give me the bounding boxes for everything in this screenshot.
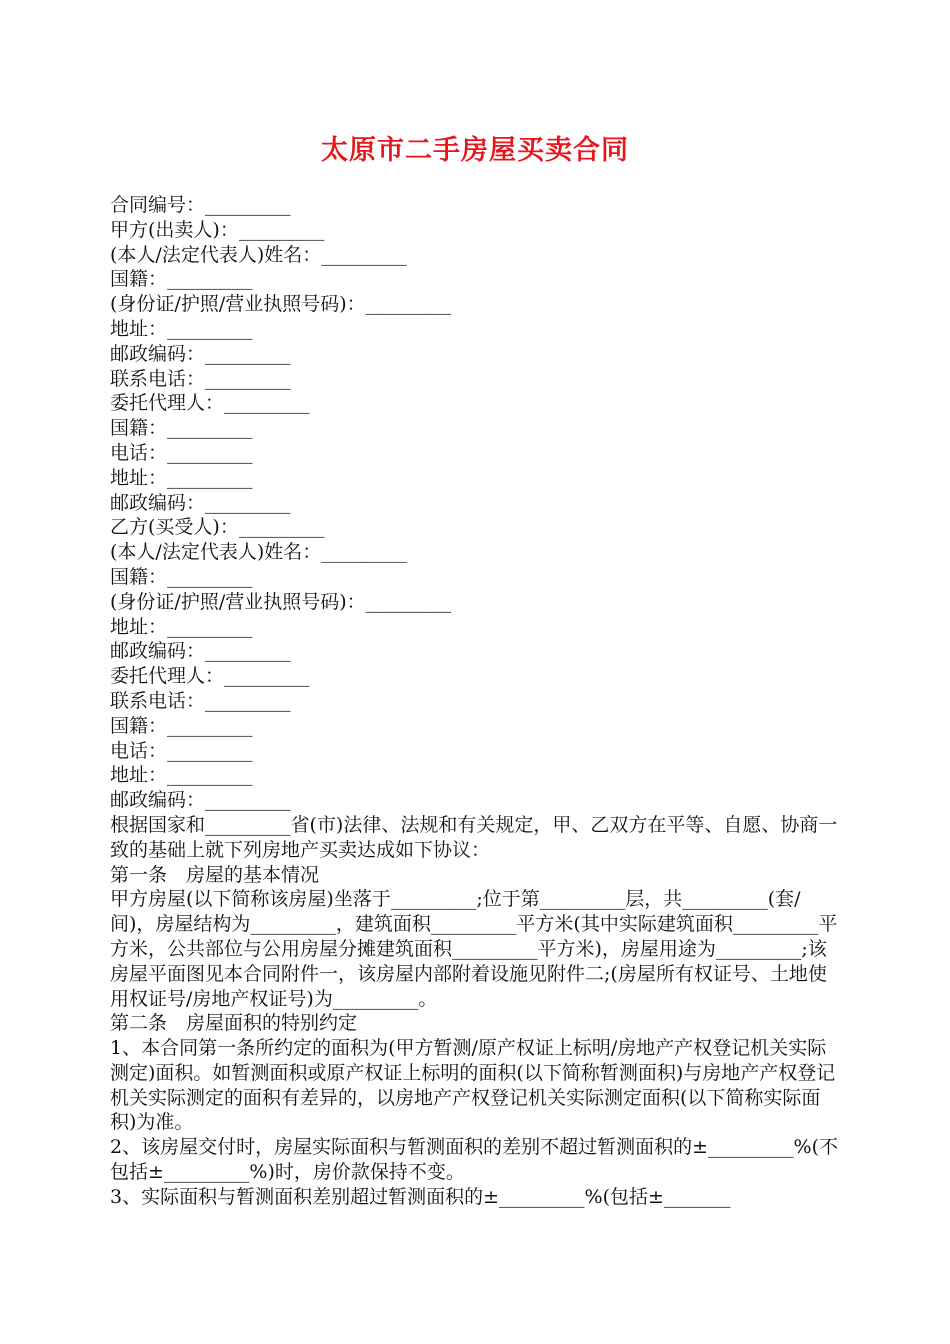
party-b-field: 乙方(买受人)：_________: [110, 516, 325, 539]
party-a-agent-address-field: 地址：_________: [110, 466, 253, 489]
party-b-postcode-field: 邮政编码：_________: [110, 640, 291, 663]
party-a-field: 甲方(出卖人)：_________: [110, 218, 325, 241]
party-b-id-field: (身份证/护照/营业执照号码)：_________: [110, 590, 452, 613]
party-a-nationality-field: 国籍：_________: [110, 268, 253, 291]
intro-paragraph: 根据国家和_________省(市)法律、法规和有关规定，甲、乙双方在平等、自愿、协商一致的基础上就下列房地产买卖达成如下协议：: [110, 813, 838, 861]
party-a-name-field: (本人/法定代表人)姓名：_________: [110, 243, 407, 266]
party-a-phone-field: 联系电话：_________: [110, 367, 291, 390]
document-body: [110, 193, 840, 1210]
party-a-agent-field: 委托代理人：_________: [110, 392, 310, 415]
party-a-postcode-field: 邮政编码：_________: [110, 342, 291, 365]
party-b-phone-field: 联系电话：_________: [110, 689, 291, 712]
party-a-id-field: (身份证/护照/营业执照号码)：_________: [110, 293, 452, 316]
document-title: 太原市二手房屋买卖合同: [321, 135, 629, 166]
party-b-agent-field: 委托代理人：_________: [110, 665, 310, 688]
article-2-heading: 第二条 房屋面积的特别约定: [110, 1012, 358, 1035]
party-b-name-field: (本人/法定代表人)姓名：_________: [110, 541, 407, 564]
party-a-address-field: 地址：_________: [110, 317, 253, 340]
article-2-item-2: 2、该房屋交付时，房屋实际面积与暂测面积的差别不超过暂测面积的±_________%(不包括±_________%)时，房价款保持不变。: [110, 1136, 838, 1184]
article-1-text: 甲方房屋(以下简称该房屋)坐落于_________;位于第_________层，共_________(套/间)，房屋结构为_________，建筑面积_________平方米(其中实际建筑面积_________平方米，公共部位与公用房屋分摊建筑面积_________平方米)，房屋用途为_________;该房屋平面图见本合同附件一，该房屋内部附着设施见附件二;(房屋所有权证号、土地使用权证号/房地产权证号)为_________。: [110, 888, 838, 1010]
party-a-agent-postcode-field: 邮政编码：_________: [110, 491, 291, 514]
article-2-item-3: 3、实际面积与暂测面积差别超过暂测面积的±_________%(包括±_______: [110, 1185, 731, 1208]
contract-number-field: 合同编号：_________: [110, 194, 291, 216]
party-b-agent-address-field: 地址：_________: [110, 764, 253, 787]
article-2-item-1: 1、本合同第一条所约定的面积为(甲方暂测/原产权证上标明/房地产产权登记机关实际测定)面积。如暂测面积或原产权证上标明的面积(以下简称暂测面积)与房地产产权登记机关实际测定的面积有差异的，以房地产产权登记机关实际测定面积(以下简称实际面积)为准。: [110, 1037, 836, 1134]
party-a-agent-phone-field: 电话：_________: [110, 441, 253, 464]
party-a-agent-nationality-field: 国籍：_________: [110, 417, 253, 440]
party-b-nationality-field: 国籍：_________: [110, 565, 253, 588]
party-b-agent-postcode-field: 邮政编码：_________: [110, 789, 291, 812]
party-b-agent-nationality-field: 国籍：_________: [110, 714, 253, 737]
party-b-address-field: 地址：_________: [110, 615, 253, 638]
party-b-agent-phone-field: 电话：_________: [110, 739, 253, 762]
article-1-heading: 第一条 房屋的基本情况: [110, 863, 320, 886]
